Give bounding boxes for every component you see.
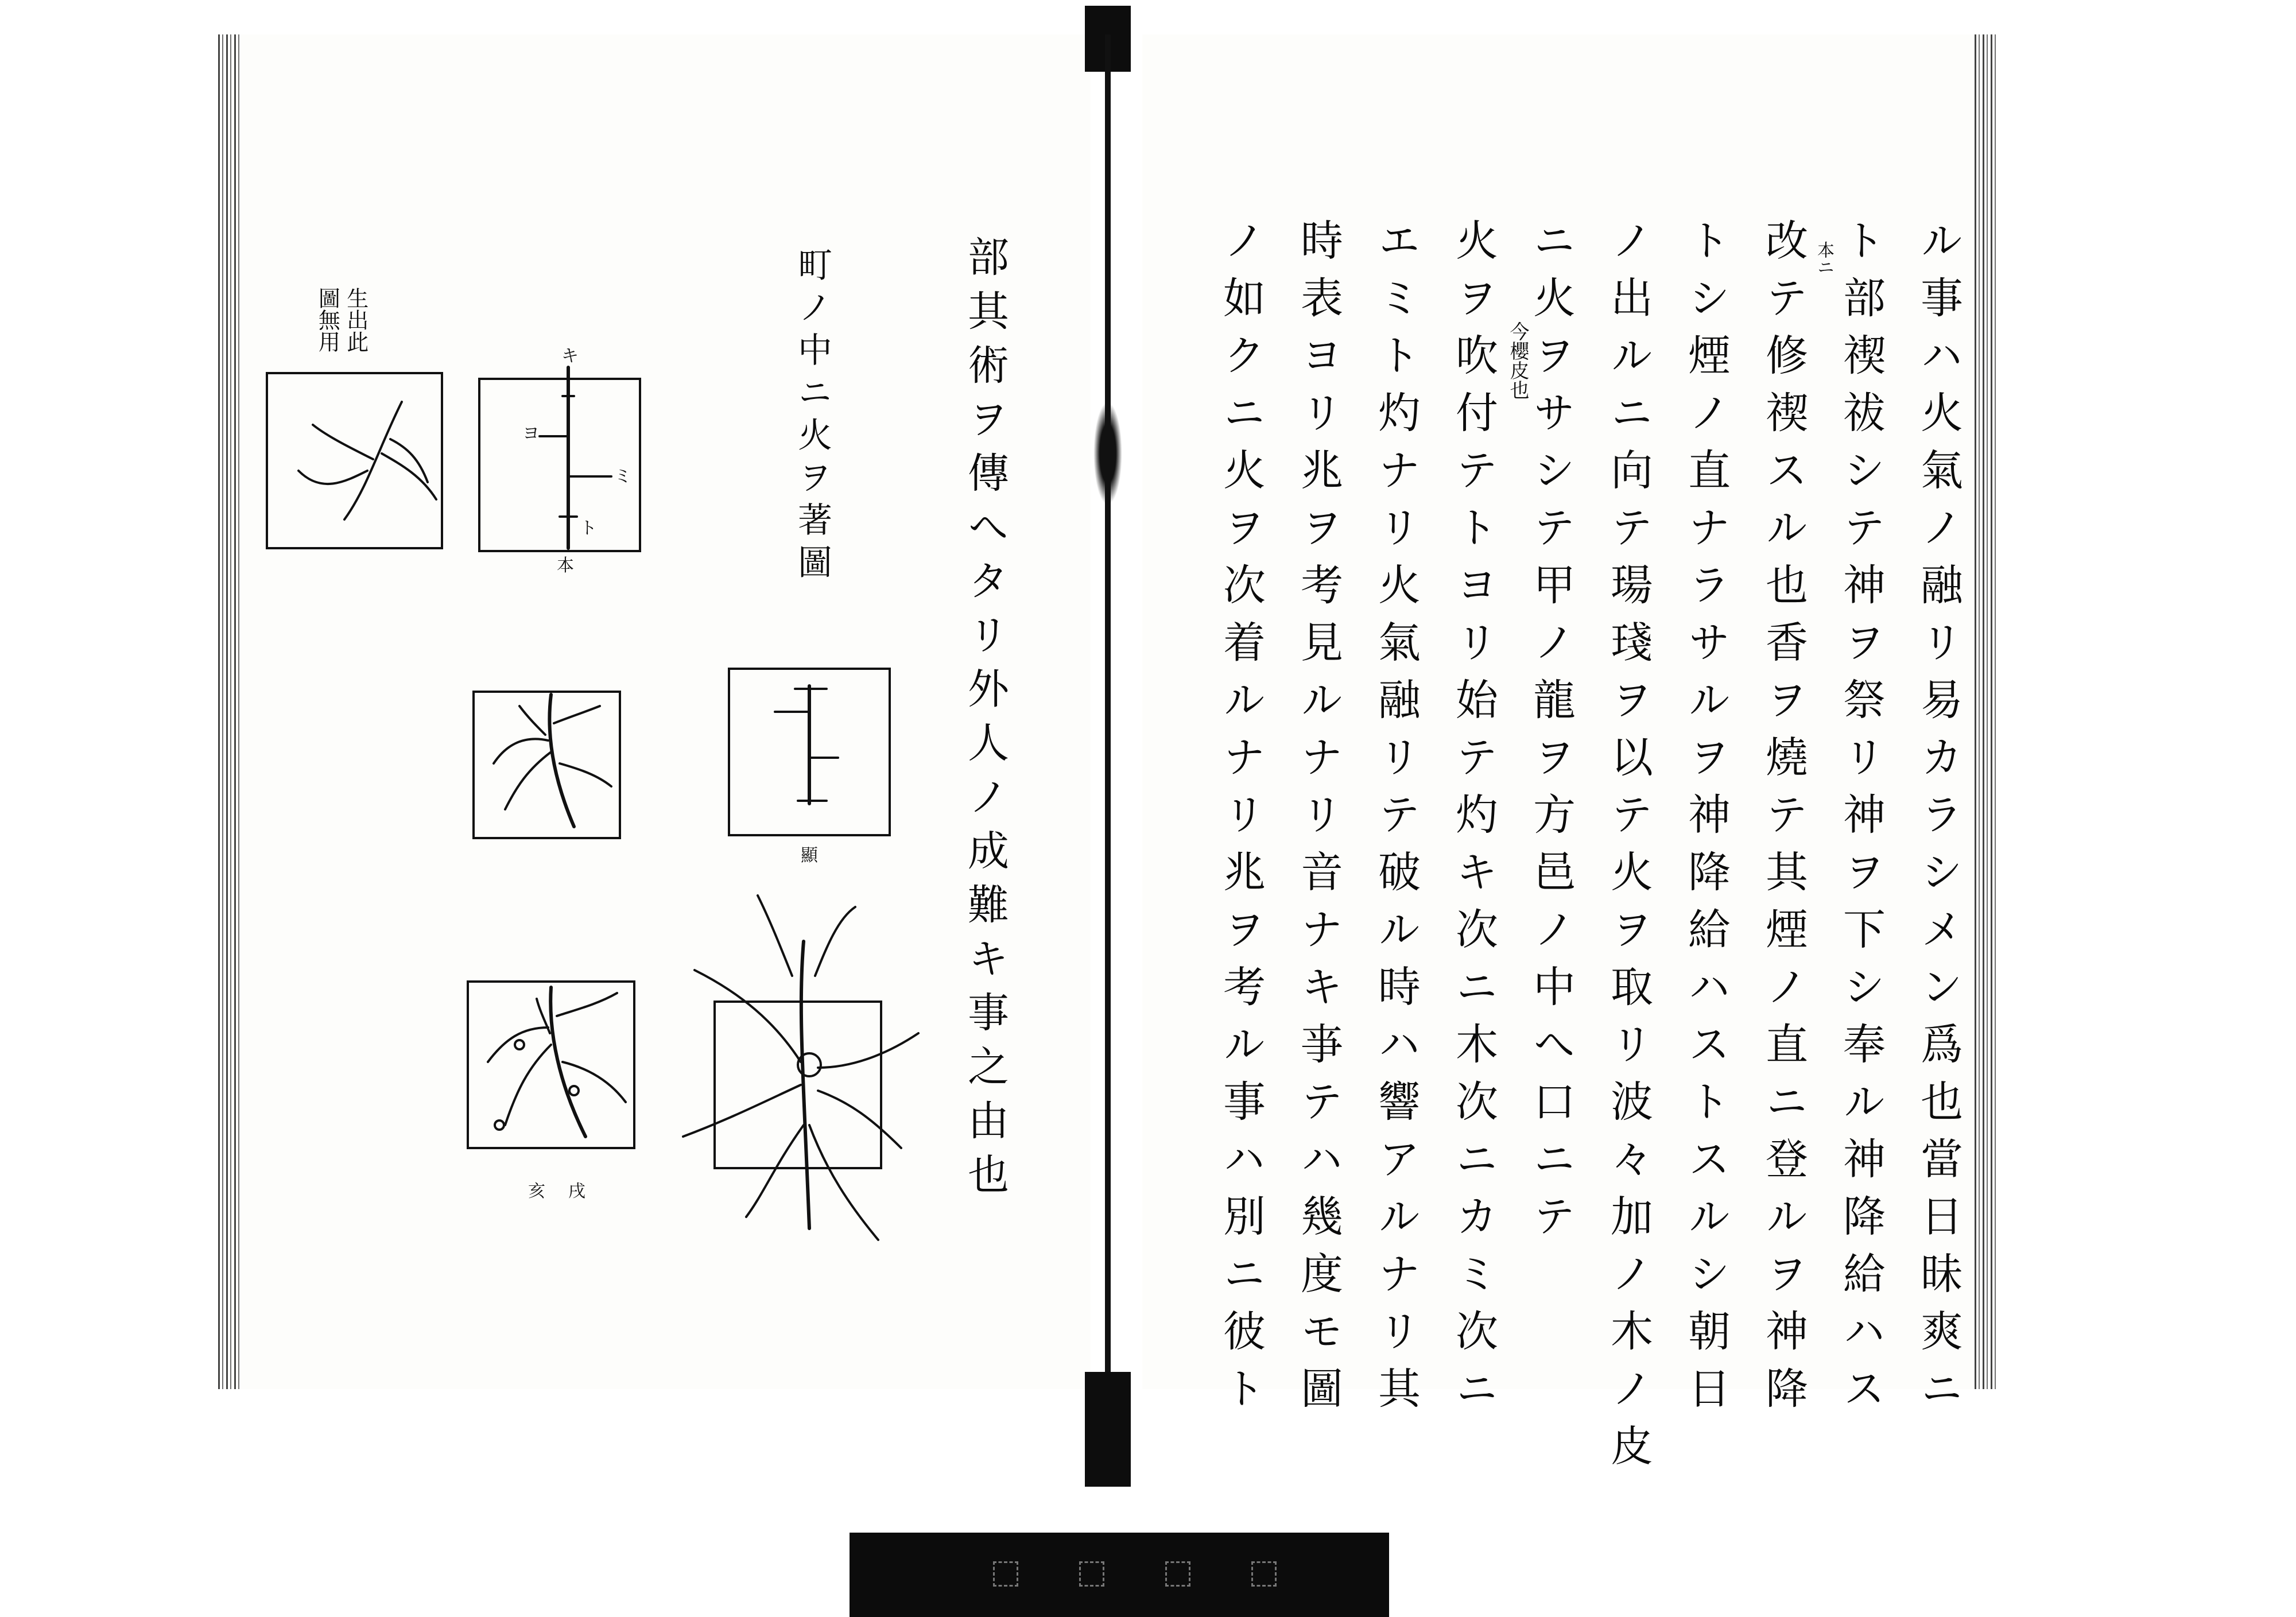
diagram-3-axis: [729, 669, 890, 866]
interlinear-note: 今櫻皮也: [1506, 321, 1529, 400]
diagram-label: 戌: [568, 1181, 585, 1201]
main-text-column-5: ノ出ルニ向テ瑒琖ヲ以テ火ヲ取リ波々加ノ木ノ皮: [1604, 218, 1653, 1481]
diagram-label: 本: [557, 556, 574, 576]
left-text-column-1: 部其術ヲ傳へタリ外人ノ成難キ事之由也: [961, 235, 1009, 1207]
caption-note: 生出此圖無用: [315, 287, 369, 352]
diagram-1-crack-pattern: [267, 373, 442, 548]
main-text-column-2: ト部禊祓シテ神ヲ祭リ神ヲ下シ奉ル神降給ハス: [1836, 218, 1886, 1424]
diagram-caption: 顯: [801, 846, 818, 866]
main-text-column-4: トシ煙ノ直ナラサルヲ神降給ハストスルシ朝日: [1681, 218, 1731, 1424]
main-text-column-7: 火ヲ吹付テトヨリ始テ灼キ次ニ木次ニカミ次ニ: [1449, 218, 1498, 1424]
diagram-label: ミ: [614, 467, 631, 487]
interlinear-note: 本ニ: [1814, 241, 1834, 276]
diagram-5-crack-pattern: [468, 982, 634, 1201]
diagram-label: 亥: [528, 1181, 545, 1201]
diagram-4-crack-pattern: [474, 692, 620, 838]
diagram-label: ト: [580, 518, 597, 538]
diagram-6-radial-crack: [683, 895, 918, 1240]
diagram-label: キ: [561, 346, 579, 366]
left-text-column-2: 町ノ中ニ火ヲ著圖: [792, 247, 832, 587]
main-text-column-1: ル事ハ火氣ノ融リ易カラシメン爲也當日昧爽ニ: [1914, 218, 1963, 1424]
main-text-column-3: 改テ修禊スル也香ヲ燒テ其煙ノ直ニ登ルヲ神降: [1759, 218, 1808, 1424]
diagram-2-axis: [479, 346, 640, 576]
diagram-label: ヨ: [522, 424, 540, 444]
main-text-column-6: ニ火ヲサシテ甲ノ龍ヲ方邑ノ中へ口ニテ: [1526, 218, 1576, 1251]
main-text-column-8: エミト灼ナリ火氣融リテ破ル時ハ響アルナリ其: [1371, 218, 1421, 1424]
main-text-column-9: 時表ヨリ兆ヲ考見ルナリ音ナキ亊テハ幾度モ圖: [1294, 218, 1343, 1424]
main-text-column-10: ノ如クニ火ヲ次着ルナリ兆ヲ考ル事ハ別ニ彼ト: [1216, 218, 1266, 1424]
